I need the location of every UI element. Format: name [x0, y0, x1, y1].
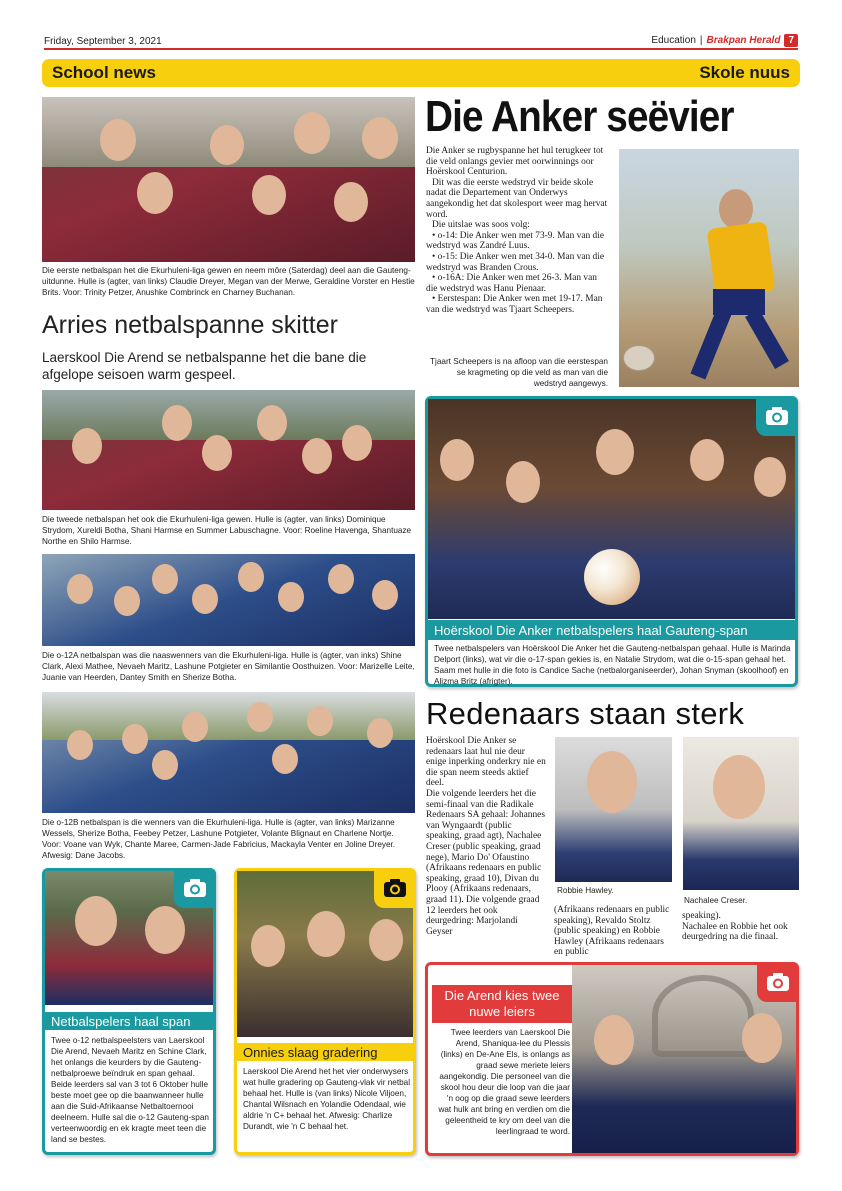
- person-head: [294, 112, 330, 154]
- netball-team1-caption: Die eerste netbalspan het die Ekurhuleni-liga gewen en neem môre (Saterdag) deel aan die Gauteng-uitdunne. Hulle is (agter, van links) Claudie Dreyer, Megan van der Merwe, Geraldine Vorster en Hestie Brits. Voor: Trinity Petzer, Anushke Combrinck en Charney Buchanan.: [42, 266, 415, 297]
- person-head: [307, 706, 333, 736]
- gauteng-span-photo: [428, 399, 795, 619]
- netball-o12b-photo: [42, 692, 415, 813]
- masthead: [651, 34, 798, 47]
- person-head: [713, 755, 765, 819]
- person-head: [506, 461, 540, 503]
- person-head: [122, 724, 148, 754]
- robbie-photo: [555, 737, 672, 882]
- section-label: Education: [651, 35, 696, 46]
- arries-intro: Laerskool Die Arend se netbalspanne het die bane die afgelope seisoen warm gespeel.: [42, 350, 367, 382]
- person-head: [754, 457, 786, 497]
- anker-para: Die Anker se rugbyspanne het hul terugkeer tot die veld onlangs gevier met oorwinnings oor Hoërskool Centurion.: [426, 146, 604, 178]
- person-head: [278, 582, 304, 612]
- netball-o12a-caption: Die o-12A netbalspan was die naaswenners van die Ekurhuleni-liga. Hulle is (agter, van inks) Shine Clark, Alexi Mathee, Nevaeh Maritz, Lashune Potgieter en Similantie Oosthuizen. Voor: Marizelle Leite, Juanie van Heerden, Dantey Smith en Sherize Botha.: [42, 651, 415, 682]
- person-head: [182, 712, 208, 742]
- arend-leiers-band: Die Arend kies twee nuwe leiers: [432, 985, 572, 1023]
- person-head: [334, 182, 368, 222]
- netbalspelers-caption: Twee o-12 netbalspeelsters van Laerskool Die Arend, Nevaeh Maritz en Schine Clark, het onlangs die keurders by die Gauteng-netbalproewe beïndruk en span gehaal. Beide leerders sal van 3 tot 6 Oktober hulle beste moet gee op die baanwanneer hulle aan die Suid-Afrikaanse Netbaltoernooi deelneem. Hulle sal die o-12 Gauteng-span verteenwoordig en ek kragte meet teen die land se bestes.: [51, 1036, 209, 1144]
- camera-icon: [756, 396, 798, 436]
- netbalspelers-box: [42, 868, 216, 1155]
- netball-team1-photo: [42, 97, 415, 262]
- robbie-caption: Robbie Hawley.: [557, 886, 614, 895]
- person-head: [75, 896, 117, 946]
- paper-name: Brakpan Herald: [706, 35, 781, 46]
- section-bar-left: School news: [52, 63, 156, 82]
- person-head: [251, 925, 285, 967]
- rugby-photo-caption: Tjaart Scheepers is na afloop van die eerstespan se kragmeting op die veld as man van die wedstryd aangewys.: [430, 357, 608, 388]
- person-head: [307, 911, 345, 957]
- photo-background: [42, 692, 415, 740]
- player-leg: [745, 309, 789, 369]
- wall-crest: [652, 975, 754, 1057]
- anker-headline: Die Anker seëvier: [425, 92, 734, 141]
- person-head: [152, 750, 178, 780]
- anker-result: • o-14: Die Anker wen met 73-9. Man van die wedstryd was Zandré Luus.: [426, 230, 604, 252]
- rugby-ball: [623, 345, 655, 371]
- page-number: 7: [784, 34, 798, 47]
- person-head: [372, 580, 398, 610]
- person-head: [690, 439, 724, 481]
- netball-team2-caption: Die tweede netbalspan het ook die Ekurhuleni-liga gewen. Hulle is (agter, van links) Dominique Strydom, Xureldi Botha, Shani Harmse en Summer Labuschagne. Voor: Roeline Havenga, Shantuaze Northe en Shilo Harmse.: [42, 515, 412, 546]
- anker-body: [426, 146, 610, 316]
- person-head: [328, 564, 354, 594]
- redenaars-headline: Redenaars staan sterk: [426, 696, 745, 731]
- arend-leiers-box: [425, 962, 799, 1156]
- arend-leiers-caption: Twee leerders van Laerskool Die Arend, Shaniqua-lee du Plessis (links) en De-Ane Els, is onlangs as graad sewe meriete leiers aangekondig. Die personeel van die skool hou deur die loop van die jaar 'n oog op die graad sewe leerders wat hulk ant bring en verdien om die geleentheid te kry om deel van die leerlingraad te word.: [438, 1028, 570, 1136]
- anker-result: • o-15: Die Anker wen met 34-0. Man van die wedstryd was Branden Crous.: [426, 251, 604, 273]
- netball-team2-photo: [42, 390, 415, 510]
- separator: |: [699, 35, 703, 46]
- person-head: [67, 730, 93, 760]
- person-head: [367, 718, 393, 748]
- nachalee-caption: Nachalee Creser.: [684, 896, 748, 905]
- person-head: [162, 405, 192, 441]
- player-leg: [690, 309, 731, 380]
- person-head: [100, 119, 136, 161]
- onnies-box: [234, 868, 416, 1155]
- person-head: [342, 425, 372, 461]
- gauteng-span-box: [425, 396, 798, 687]
- section-bar: [42, 59, 800, 87]
- gauteng-span-band: Hoërskool Die Anker netbalspelers haal Gauteng-span: [428, 620, 795, 640]
- person-head: [152, 564, 178, 594]
- person-head: [210, 125, 244, 165]
- person-head: [302, 438, 332, 474]
- nachalee-photo: [683, 737, 799, 890]
- person-head: [202, 435, 232, 471]
- person-head: [137, 172, 173, 214]
- person-head: [192, 584, 218, 614]
- person-head: [257, 405, 287, 441]
- anker-result: • Eerstespan: Die Anker wen met 19-17. Man van die wedstryd was Tjaart Scheepers.: [426, 294, 603, 315]
- section-bar-right: Skole nuus: [699, 63, 790, 82]
- redenaars-body-col2: (Afrikaans redenaars en public speaking), Revaldo Stoltz (public speaking) en Robbie Hawley (Afrikaans redenaars en public: [554, 905, 670, 958]
- person-head: [594, 1015, 634, 1065]
- person-head: [114, 586, 140, 616]
- rugby-kicker-photo: [619, 149, 799, 387]
- person-head: [72, 428, 102, 464]
- anker-para: Die uitslae was soos volg:: [432, 220, 530, 231]
- camera-icon: [374, 868, 416, 908]
- person-head: [145, 906, 185, 954]
- person-head: [272, 744, 298, 774]
- issue-date: Friday, September 3, 2021: [44, 36, 162, 47]
- anker-result: • o-16A: Die Anker wen met 26-3. Man van die wedstryd was Hanu Pienaar.: [426, 273, 597, 294]
- person-head: [67, 574, 93, 604]
- netbalspelers-band: Netbalspelers haal span: [45, 1012, 213, 1030]
- netball: [584, 549, 640, 605]
- onnies-band: Onnies slaag gradering: [237, 1043, 413, 1061]
- person-head: [742, 1013, 782, 1063]
- redenaars-body-col3: speaking). Nachalee en Robbie het ook deurgedring na die finaal.: [682, 911, 788, 943]
- person-head: [369, 919, 403, 961]
- netball-o12b-caption: Die o-12B netbalspan is die wenners van die Ekurhuleni-liga. Hulle is (agter, van links) Marizanne Wessels, Sherize Botha, Feebey Petzer, Lashune Potgieter, Volante Blignaut en Charlene Nortje. Voor: Voane van Wyk, Chante Maree, Carmen-Jade Fabricius, Mackayla Venter en Joline Dreyer. Afwesig: Dane Jacobs.: [42, 818, 396, 860]
- camera-icon: [174, 868, 216, 908]
- player-jersey: [706, 221, 775, 299]
- anker-para: Dit was die eerste wedstryd vir beide skole nadat die Departement van Onderwys aangekondig het dat skolesport weer mag hervat word.: [426, 177, 608, 220]
- arries-headline: Arries netbalspanne skitter: [42, 311, 338, 339]
- person-head: [252, 175, 286, 215]
- onnies-caption: Laerskool Die Arend het het vier onderwysers wat hulle gradering op Gauteng-vlak vir netbal behaal het. Hulle is (van links) Nicole Viljoen, Chantal Wilsnach en Yolandie Odendaal, wie aldrie 'n C+ behaal het. Afwesig: Charlize Durandt, wie 'n C behaal het.: [243, 1067, 411, 1131]
- person-head: [587, 751, 637, 813]
- person-head: [596, 429, 634, 475]
- person-head: [362, 117, 398, 159]
- camera-icon: [757, 962, 799, 1002]
- person-head: [238, 562, 264, 592]
- header-rule: [44, 48, 798, 50]
- redenaars-body-col1: Hoërskool Die Anker se redenaars laat hul nie deur enige inperking onderkry nie en die span neem steeds aktief deel. Die volgende leerders het die semi-finaal van die Radikale Redenaars SA gehaal: Johannes van Wyngaardt (public speaking, graad agt), Nachalee Creser (public speaking, graad nege), Mario Do' Ofaustino (Afrikaans redenaars en public speaking, graad 10), Divan du Plooy (Afrikaans redenaars, graad 11). Die volgende graad 12 leerders het ook deurgedring: Marjolandi Geyser: [426, 736, 546, 937]
- person-head: [247, 702, 273, 732]
- person-head: [440, 439, 474, 481]
- netball-o12a-photo: [42, 554, 415, 646]
- gauteng-span-caption: Twee netbalspelers van Hoërskool Die Anker het die Gauteng-netbalspan gehaal. Hulle is Marinda Delport (links), wat vir die o-17-span gekies is, en Natalie Strydom, wat die o-15-span gehaal het. Saam met hulle in die foto is Candice Sache (netbalorganiseerder), Johan Snyman (skoolhoof) en Alizma Britz (afrigter).: [434, 644, 791, 686]
